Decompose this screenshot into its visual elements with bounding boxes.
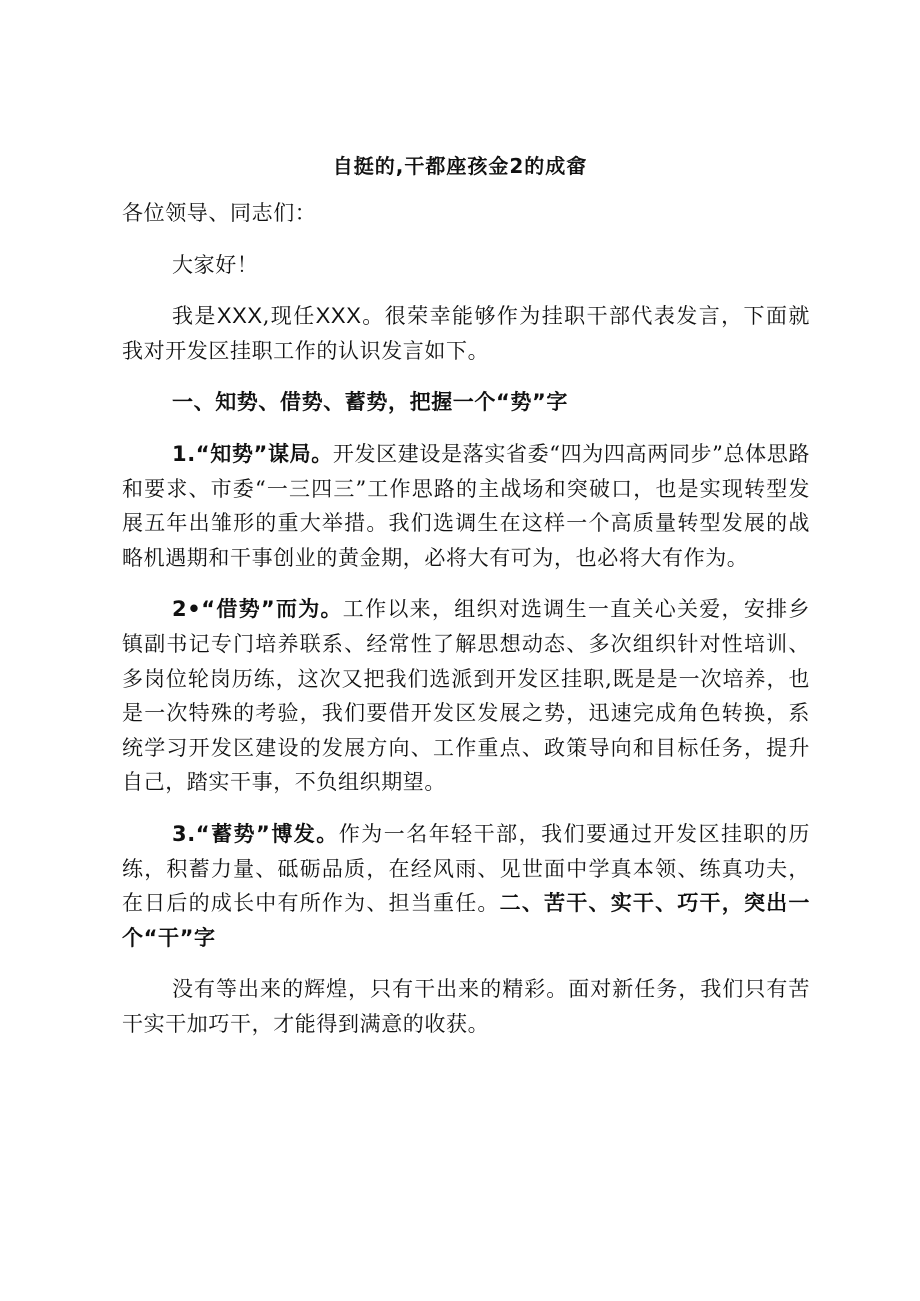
point-text-1: 开发区建设是落实省委“四为四高两同步”总体思路和要求、市委“一三四三”工作思路的主战场和突破口，也是实现转型发展五年出雏形的重大举措。我们选调生在这样一个高质量转型发展的战略机遇期和干事创业的黄金期，必将大有可为，也必将大有作为。 <box>122 441 810 570</box>
point-lead-1: 1.“知势”谋局。 <box>172 441 333 466</box>
section-heading-2: 二、苦干、实干、巧干，突出一个“干”字 <box>122 891 810 950</box>
salutation-paragraph: 各位领导、同志们： <box>122 201 317 225</box>
page-title: 自挺的,干都座孩金2的成畲 <box>332 154 588 178</box>
intro-prefix: 我是 <box>172 304 217 329</box>
closing-paragraph: 没有等出来的辉煌，只有干出来的精彩。面对新任务，我们只有苦干实干加巧干，才能得到满意的收获。 <box>122 977 810 1036</box>
intro-post: XXX <box>315 303 362 329</box>
intro-mid: ,现任 <box>262 304 316 329</box>
intro-rest: 。很荣幸能够作为挂职干部代表发言，下面就我对开发区挂职工作的认识发言如下。 <box>122 304 811 363</box>
point-text-3: 作为一名年轻干部，我们要通过开发区挂职的历练，积蓄力量、砥砺品质，在经风雨、见世面中学真本领、练真功夫，在日后的成长中有所作为、担当重任。 <box>122 821 810 916</box>
point-paragraph-1 <box>122 437 810 575</box>
greeting-paragraph: 大家好！ <box>172 252 259 277</box>
point-text-2: 工作以来，组织对选调生一直关心关爱，安排乡镇副书记专门培养联系、经常性了解思想动态、多次组织针对性培训、多岗位轮岗历练，这次又把我们选派到开发区挂职,既是是一次培养，也是一次特殊的考验，我们要借开发区发展之势，迅速完成角色转换，系统学习开发区建设的发展方向、工作重点、政策导向和目标任务，提升自己，踏实干事，不负组织期望。 <box>122 597 810 795</box>
point-paragraph-3 <box>122 817 810 955</box>
intro-paragraph <box>122 299 810 368</box>
point-lead-3: 3.“蓄势”博发。 <box>172 821 339 846</box>
document-body <box>122 196 810 1041</box>
point-lead-2: 2•“借势”而为。 <box>172 597 343 622</box>
point-paragraph-2 <box>122 592 810 800</box>
intro-name: XXX <box>216 303 263 329</box>
section-heading-1: 一、知势、借势、蓄势，把握一个“势”字 <box>172 390 569 415</box>
